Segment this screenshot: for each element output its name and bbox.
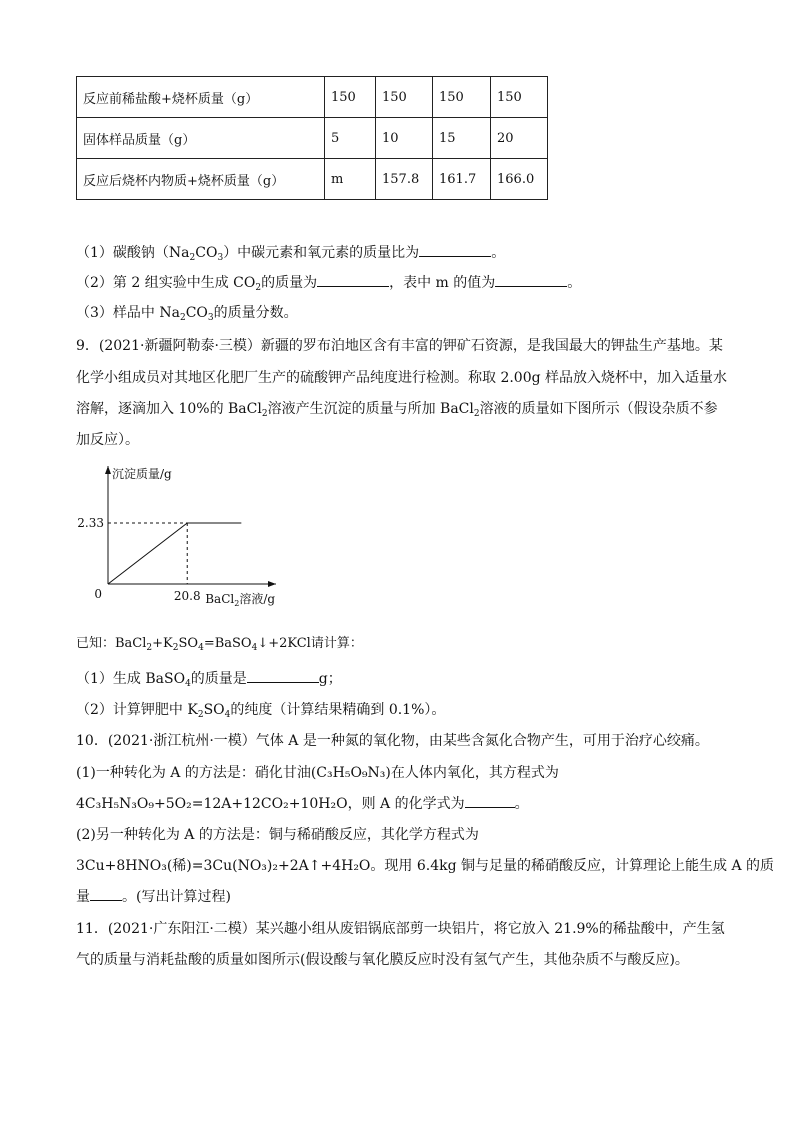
- precipitate-chart: [76, 458, 296, 608]
- chart-layer: [77, 466, 276, 608]
- text: 的质量为: [261, 275, 318, 291]
- text: 4C₃H₅N₃O₉+5O₂=12A+12CO₂+10H₂O，则 A 的化学式为: [76, 796, 465, 812]
- table-cell: 150: [376, 77, 433, 118]
- text: 溶解，逐滴加入 10%的 BaCl: [76, 401, 262, 417]
- x-axis-arrow: [268, 581, 276, 587]
- x-tick-label: 20.8: [173, 589, 201, 603]
- text: ↓+2KCl请计算：: [257, 636, 363, 651]
- subscript: 3: [207, 313, 214, 323]
- text: 溶液产生沉淀的质量与所加 BaCl: [267, 401, 474, 417]
- table-cell: 150: [325, 77, 376, 118]
- row-label: 反应前稀盐酸+烧杯质量（g）: [77, 77, 325, 118]
- data-table: [76, 76, 548, 200]
- text: 。: [514, 796, 529, 812]
- row-label: 固体样品质量（g）: [77, 118, 325, 159]
- text: 已知：BaCl: [76, 636, 147, 651]
- subscript: 3: [217, 253, 224, 263]
- text: ）中碳元素和氧元素的质量比为: [223, 245, 420, 261]
- text: （2）第 2 组实验中生成 CO: [76, 275, 256, 291]
- subscript: 4: [198, 643, 204, 653]
- q8-part1: [76, 242, 505, 262]
- answer-blank[interactable]: [495, 272, 567, 287]
- y-tick-label: 2.33: [77, 515, 104, 530]
- q8-part3: [76, 302, 298, 322]
- table-cell: 150: [433, 77, 491, 118]
- answer-blank[interactable]: [419, 242, 491, 257]
- table-row: [77, 159, 548, 200]
- q9-line4: 加反应）。: [76, 432, 139, 448]
- q11-line1: 11．(2021·广东阳江·二模）某兴趣小组从废铝锅底部剪一块铝片，将它放入 21.9%的稀盐酸中，产生氢: [76, 921, 725, 937]
- x-axis-label: BaCl$_2$溶液/g: [205, 592, 276, 608]
- table-cell: 157.8: [376, 159, 433, 200]
- text: （3）样品中 Na: [76, 305, 180, 321]
- q10-line3: [76, 793, 529, 813]
- text: 溶液的质量如下图所示（假设杂质不参: [479, 401, 718, 417]
- q10-line5: 3Cu+8HNO₃(稀)=3Cu(NO₃)₂+2A↑+4H₂O。现用 6.4kg 铜与足量的稀硝酸反应，计算理论上能生成 A 的质: [76, 858, 775, 874]
- text: ，表中 m 的值为: [389, 275, 496, 291]
- subscript: 2: [179, 313, 186, 323]
- subscript: 4: [224, 710, 231, 720]
- subscript: 4: [251, 643, 258, 653]
- q9-line2: 化学小组成员对其地区化肥厂生产的硫酸钾产品纯度进行检测。称取 2.00g 样品放入烧杯中，加入适量水: [76, 370, 728, 386]
- subscript: 2: [189, 253, 196, 263]
- q9-known: [76, 632, 363, 651]
- y-axis-arrow: [105, 466, 111, 474]
- table-cell: 150: [491, 77, 548, 118]
- text: 。(写出计算过程): [122, 889, 231, 905]
- text: SO: [203, 702, 225, 718]
- subscript: 2: [172, 643, 179, 653]
- q9-part1: [76, 668, 342, 688]
- q10-line1: 10．(2021·浙江杭州·一模）气体 A 是一种氮的氧化物，由某些含氮化合物产生，可用于治疗心绞痛。: [76, 733, 709, 749]
- table-cell: 15: [433, 118, 491, 159]
- table-cell: 161.7: [433, 159, 491, 200]
- q10-line4: (2)另一种转化为 A 的方法是：铜与稀硝酸反应，其化学方程式为: [76, 827, 479, 843]
- series-line: [108, 523, 241, 584]
- text: 的质量是: [190, 671, 247, 687]
- text: 的质量分数。: [213, 305, 298, 321]
- q10-line2: (1)一种转化为 A 的方法是：硝化甘油(C₃H₅O₉N₃)在人体内氧化，其方程式为: [76, 765, 559, 781]
- text: =BaSO: [203, 636, 252, 651]
- text: （1）碳酸钠（Na: [76, 245, 190, 261]
- table-row: [77, 77, 548, 118]
- subscript: 2: [261, 409, 268, 419]
- text: SO: [178, 636, 199, 651]
- q9-line1: 9．(2021·新疆阿勒泰·三模）新疆的罗布泊地区含有丰富的钾矿石资源，是我国最大的钾盐生产基地。某: [76, 338, 723, 354]
- answer-blank[interactable]: [247, 668, 319, 683]
- table-cell: 166.0: [491, 159, 548, 200]
- text: （1）生成 BaSO: [76, 671, 186, 687]
- table-cell: 10: [376, 118, 433, 159]
- table-cell: 5: [325, 118, 376, 159]
- table-cell: 20: [491, 118, 548, 159]
- q9-part2: [76, 699, 445, 719]
- answer-blank[interactable]: [90, 886, 122, 901]
- text: CO: [185, 305, 208, 321]
- subscript: 2: [146, 643, 153, 653]
- q9-line3: [76, 398, 718, 418]
- text: 。: [491, 245, 506, 261]
- text: CO: [195, 245, 218, 261]
- text: +K: [152, 636, 173, 651]
- subscript: 4: [185, 679, 191, 689]
- q10-line6: [76, 886, 231, 906]
- q8-part2: [76, 272, 581, 292]
- text: （2）计算钾肥中 K: [76, 702, 198, 718]
- text: 的纯度（计算结果精确到 0.1%）。: [230, 702, 446, 718]
- q11-line2: 气的质量与消耗盐酸的质量如图所示(假设酸与氧化膜反应时没有氢气产生，其他杂质不与酸反应)。: [76, 952, 689, 968]
- text: 量: [76, 889, 90, 905]
- text: g；: [318, 671, 342, 687]
- text: 。: [567, 275, 582, 291]
- table-cell: m: [325, 159, 376, 200]
- y-axis-label: 沉淀质量/g: [112, 467, 172, 481]
- answer-blank[interactable]: [465, 793, 515, 808]
- subscript: 2: [473, 409, 480, 419]
- answer-blank[interactable]: [317, 272, 389, 287]
- origin-label: 0: [94, 587, 102, 601]
- table-row: [77, 118, 548, 159]
- subscript: 2: [255, 283, 262, 293]
- subscript: 2: [197, 710, 204, 720]
- row-label: 反应后烧杯内物质+烧杯质量（g）: [77, 159, 325, 200]
